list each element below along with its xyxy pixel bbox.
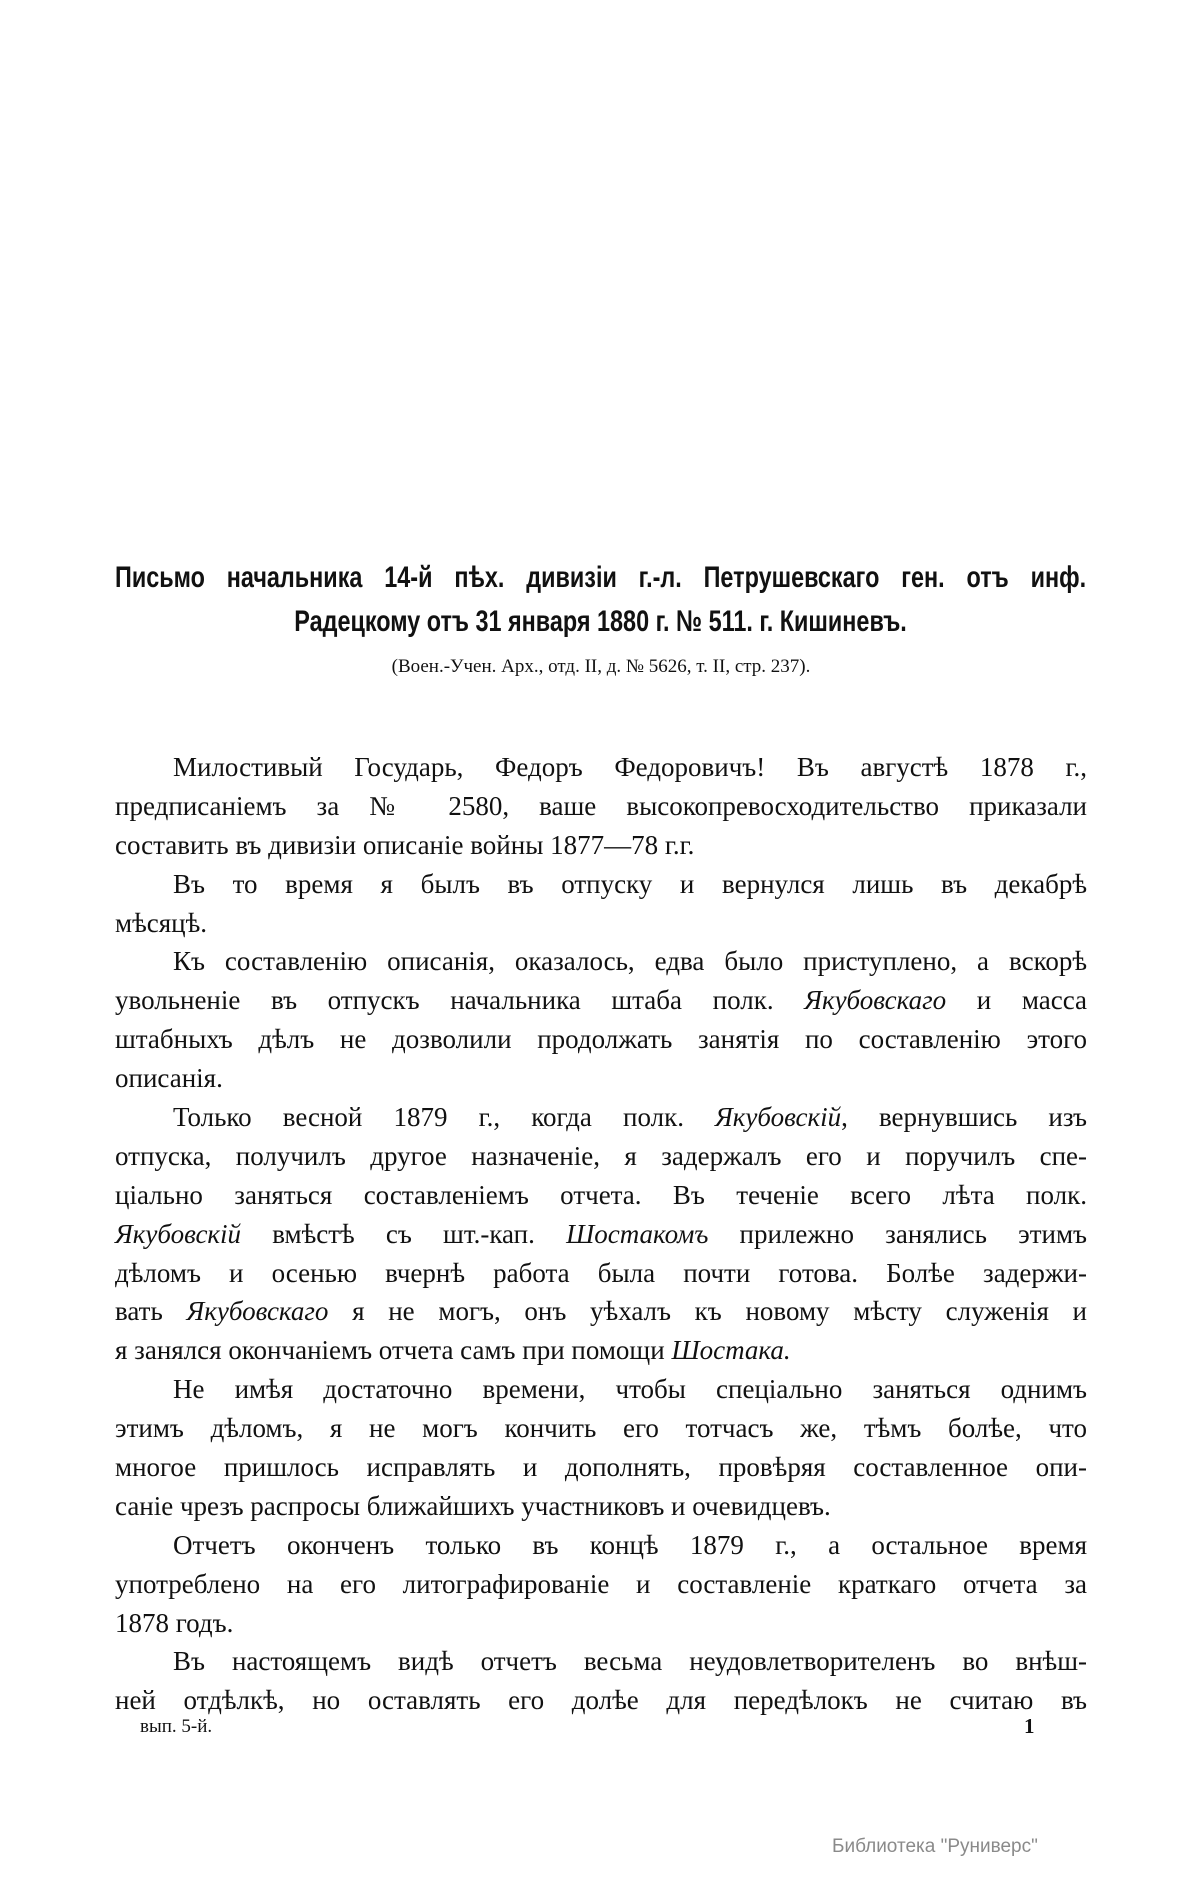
text-line: [115, 904, 1087, 943]
text-segment: мѣсяцѣ.: [115, 907, 208, 938]
text-segment: Отчетъ оконченъ только въ концѣ 1879 г., а остальное время: [173, 1529, 1087, 1560]
text-line: [115, 1254, 1087, 1293]
italic-name: Шостака.: [671, 1335, 791, 1366]
text-segment: Милостивый Государь, Федоръ Федоровичъ! Въ августѣ 1878 г.,: [173, 752, 1087, 782]
text-segment: увольненіе въ отпускъ начальника штаба полк.: [115, 985, 805, 1016]
text-line: [115, 942, 1087, 981]
text-line: [115, 1331, 1087, 1370]
title-line-2: Радецкому отъ 31 января 1880 г. № 511. г. Кишиневъ.: [294, 605, 907, 638]
text-segment: вмѣстѣ съ шт.-кап.: [241, 1218, 567, 1249]
text-segment: 1878 годъ.: [115, 1607, 234, 1638]
text-line: [115, 1642, 1087, 1681]
text-line: [115, 1565, 1087, 1604]
text-segment: я занялся окончаніемъ отчета самъ при помощи: [115, 1335, 672, 1366]
text-segment: и масса: [946, 985, 1087, 1016]
text-segment: предписаніемъ за № 2580, ваше высокопревосходительство приказали: [115, 790, 1087, 821]
text-segment: Въ настоящемъ видѣ отчетъ весьма неудовлетворителенъ во внѣш-: [173, 1646, 1087, 1677]
text-line: [115, 787, 1087, 826]
text-line: [115, 1059, 1087, 1098]
letter-title: [115, 556, 1086, 644]
text-segment: этимъ дѣломъ, я не могъ кончить его тотчасъ же, тѣмъ болѣе, что: [115, 1413, 1087, 1444]
title-line-1: Письмо начальника 14-й пѣх. дивизіи г.-л. Петрушевскаго ген. отъ инф.: [115, 561, 1087, 594]
italic-name: Якубовскій: [715, 1102, 842, 1133]
footer-issue-label: вып. 5-й.: [140, 1716, 213, 1737]
text-segment: саніе чрезъ распросы ближайшихъ участниковъ и очевидцевъ.: [115, 1490, 831, 1521]
text-segment: ціально заняться составленіемъ отчета. Въ теченіе всего лѣта полк.: [115, 1179, 1087, 1210]
text-line: [115, 1487, 1087, 1526]
text-line: [115, 981, 1087, 1020]
text-line: [115, 1176, 1087, 1215]
text-segment: описанія.: [115, 1063, 223, 1094]
text-segment: многое пришлось исправлять и дополнять, провѣряя составленное опи-: [115, 1452, 1087, 1483]
text-line: [115, 1215, 1087, 1254]
text-line: [115, 1409, 1087, 1448]
italic-name: Якубовскій: [115, 1218, 242, 1249]
text-segment: вать: [115, 1296, 187, 1327]
text-line: [115, 1292, 1087, 1331]
page-number: 1: [1024, 1714, 1035, 1738]
text-line: [115, 1448, 1087, 1487]
text-line: [115, 1370, 1087, 1409]
text-line: [115, 1098, 1087, 1137]
text-line: [115, 748, 1087, 787]
text-segment: составить въ дивизіи описаніе войны 1877—78 г.г.: [115, 829, 695, 860]
italic-name: Якубовскаго: [186, 1296, 329, 1327]
letter-body: [115, 748, 1087, 1720]
text-segment: дѣломъ и осенью вчернѣ работа была почти готова. Болѣе задержи-: [115, 1257, 1087, 1288]
text-segment: я не могъ, онъ уѣхалъ къ новому мѣсту служенія и: [328, 1296, 1088, 1327]
library-watermark: Библиотека "Руниверс": [832, 1836, 1038, 1857]
text-line: [115, 1137, 1087, 1176]
text-segment: ней отдѣлкѣ, но оставлять его долѣе для передѣлокъ не считаю въ: [115, 1685, 1087, 1716]
archive-citation: (Воен.-Учен. Арх., отд. II, д. № 5626, т. II, стр. 237).: [391, 656, 811, 677]
italic-name: Шостакомъ: [566, 1218, 709, 1249]
text-segment: , вернувшись изъ: [841, 1102, 1087, 1133]
text-line: [115, 865, 1087, 904]
text-line: [115, 1604, 1087, 1643]
text-segment: Въ то время я былъ въ отпуску и вернулся лишь въ декабрѣ: [173, 868, 1087, 899]
text-line: [115, 1526, 1087, 1565]
text-segment: Только весной 1879 г., когда полк.: [173, 1102, 716, 1133]
text-line: [115, 826, 1087, 865]
text-line: [115, 1681, 1087, 1720]
text-segment: отпуска, получилъ другое назначеніе, я задержалъ его и поручилъ спе-: [115, 1140, 1087, 1171]
text-segment: употреблено на его литографированіе и составленіе краткаго отчета за: [115, 1568, 1087, 1599]
text-segment: штабныхъ дѣлъ не дозволили продолжать занятія по составленію этого: [115, 1024, 1087, 1055]
text-segment: Къ составленію описанія, оказалось, едва было приступлено, а вскорѣ: [173, 946, 1087, 977]
italic-name: Якубовскаго: [804, 985, 947, 1016]
text-line: [115, 1020, 1087, 1059]
text-segment: Не имѣя достаточно времени, чтобы спеціально заняться однимъ: [173, 1374, 1087, 1405]
text-segment: прилежно занялись этимъ: [708, 1218, 1087, 1249]
